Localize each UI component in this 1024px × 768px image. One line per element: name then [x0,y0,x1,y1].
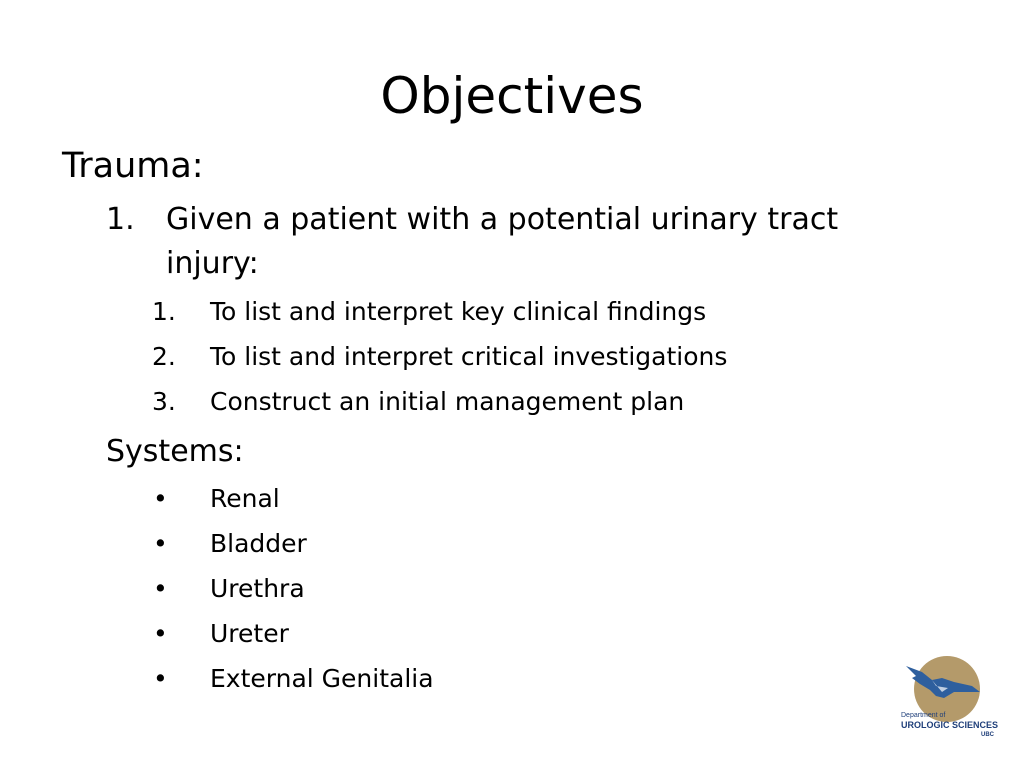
subitem-text-3: Construct an initial management plan [210,387,685,416]
section-heading-systems: Systems: [106,434,244,469]
subitem-number-3: 3. [152,387,176,416]
system-item-bladder: Bladder [210,529,307,558]
subitem-text-2: To list and interpret critical investigations [210,342,728,371]
system-item-external-genitalia: External Genitalia [210,664,434,693]
eagle-icon [902,658,982,708]
subitem-number-2: 2. [152,342,176,371]
logo-ubc-label: UBC [981,732,994,738]
logo-name-label: UROLOGIC SCIENCES [901,720,999,730]
bullet-dot: • [153,484,168,513]
bullet-dot: • [153,664,168,693]
subitem-number-1: 1. [152,297,176,326]
bullet-dot: • [153,574,168,603]
bullet-dot: • [153,529,168,558]
system-item-ureter: Ureter [210,619,289,648]
item-text: Given a patient with a potential urinary tract injury: [166,202,839,281]
subitem-text-1: To list and interpret key clinical findings [210,297,707,326]
department-logo [896,652,1000,744]
system-item-renal: Renal [210,484,280,513]
system-item-urethra: Urethra [210,574,305,603]
bullet-dot: • [153,619,168,648]
item-number: 1. [106,202,135,237]
slide-title: Objectives [380,67,644,125]
logo-department-label: Department of [901,712,946,719]
section-heading-trauma: Trauma: [62,146,204,186]
